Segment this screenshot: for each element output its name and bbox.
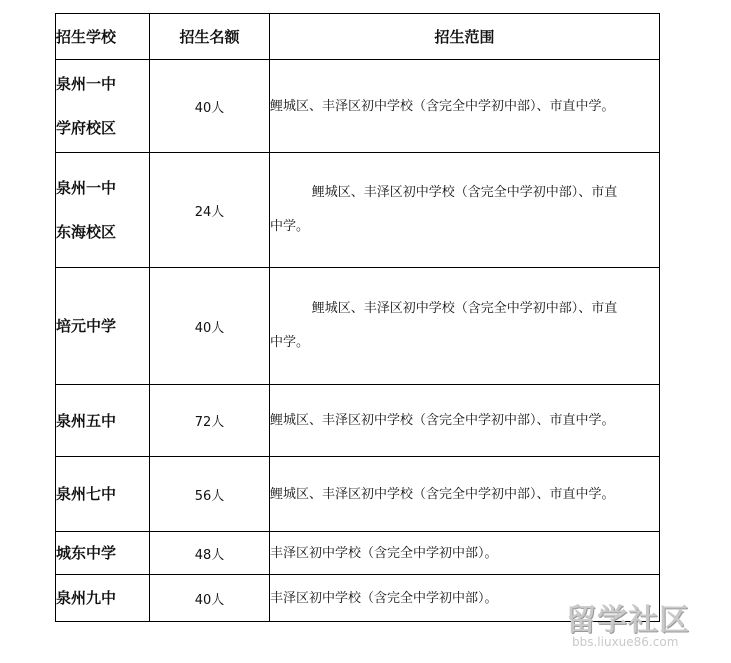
enrollment-table <box>55 13 660 622</box>
scope-cell <box>270 153 660 268</box>
scope-text-part1: 鲤城区、丰泽区初中学校（含完全中学初中部）、市直 <box>311 301 618 316</box>
table-row <box>56 153 660 268</box>
scope-cell: 鲤城区、丰泽区初中学校（含完全中学初中部）、市直中学。 <box>270 385 660 457</box>
header-school: 招生学校 <box>56 14 150 60</box>
table-row <box>56 575 660 622</box>
school-cell <box>56 153 150 268</box>
school-name-line2: 学府校区 <box>56 119 117 137</box>
quota-cell: 48人 <box>150 532 270 575</box>
school-name-line2: 东海校区 <box>56 223 117 241</box>
quota-cell: 56人 <box>150 457 270 532</box>
table-row <box>56 532 660 575</box>
scope-cell: 丰泽区初中学校（含完全中学初中部）。 <box>270 532 660 575</box>
watermark-url: bbs.liuxue86.com <box>572 635 679 649</box>
quota-cell: 40人 <box>150 575 270 622</box>
table-row <box>56 385 660 457</box>
school-cell <box>56 60 150 153</box>
school-name-line1: 泉州一中 <box>56 179 117 197</box>
school-cell: 泉州五中 <box>56 385 150 457</box>
school-cell: 城东中学 <box>56 532 150 575</box>
scope-cell: 鲤城区、丰泽区初中学校（含完全中学初中部）、市直中学。 <box>270 457 660 532</box>
scope-text-part2: 中学。 <box>270 335 310 350</box>
quota-cell: 72人 <box>150 385 270 457</box>
quota-cell: 40人 <box>150 60 270 153</box>
school-cell: 培元中学 <box>56 268 150 385</box>
watermark-logo-text: 留学社区 <box>566 603 690 638</box>
school-name-line1: 泉州一中 <box>56 75 117 93</box>
header-quota: 招生名额 <box>150 14 270 60</box>
scope-cell: 丰泽区初中学校（含完全中学初中部）。 <box>270 575 660 622</box>
scope-cell: 鲤城区、丰泽区初中学校（含完全中学初中部）、市直中学。 <box>270 60 660 153</box>
table-row <box>56 457 660 532</box>
scope-text-part1: 鲤城区、丰泽区初中学校（含完全中学初中部）、市直 <box>311 185 618 200</box>
quota-cell: 24人 <box>150 153 270 268</box>
table-row <box>56 60 660 153</box>
school-cell: 泉州七中 <box>56 457 150 532</box>
scope-cell <box>270 268 660 385</box>
header-row <box>56 14 660 60</box>
scope-text-part2: 中学。 <box>270 219 310 234</box>
school-cell: 泉州九中 <box>56 575 150 622</box>
quota-cell: 40人 <box>150 268 270 385</box>
header-scope: 招生范围 <box>270 14 660 60</box>
table-row <box>56 268 660 385</box>
